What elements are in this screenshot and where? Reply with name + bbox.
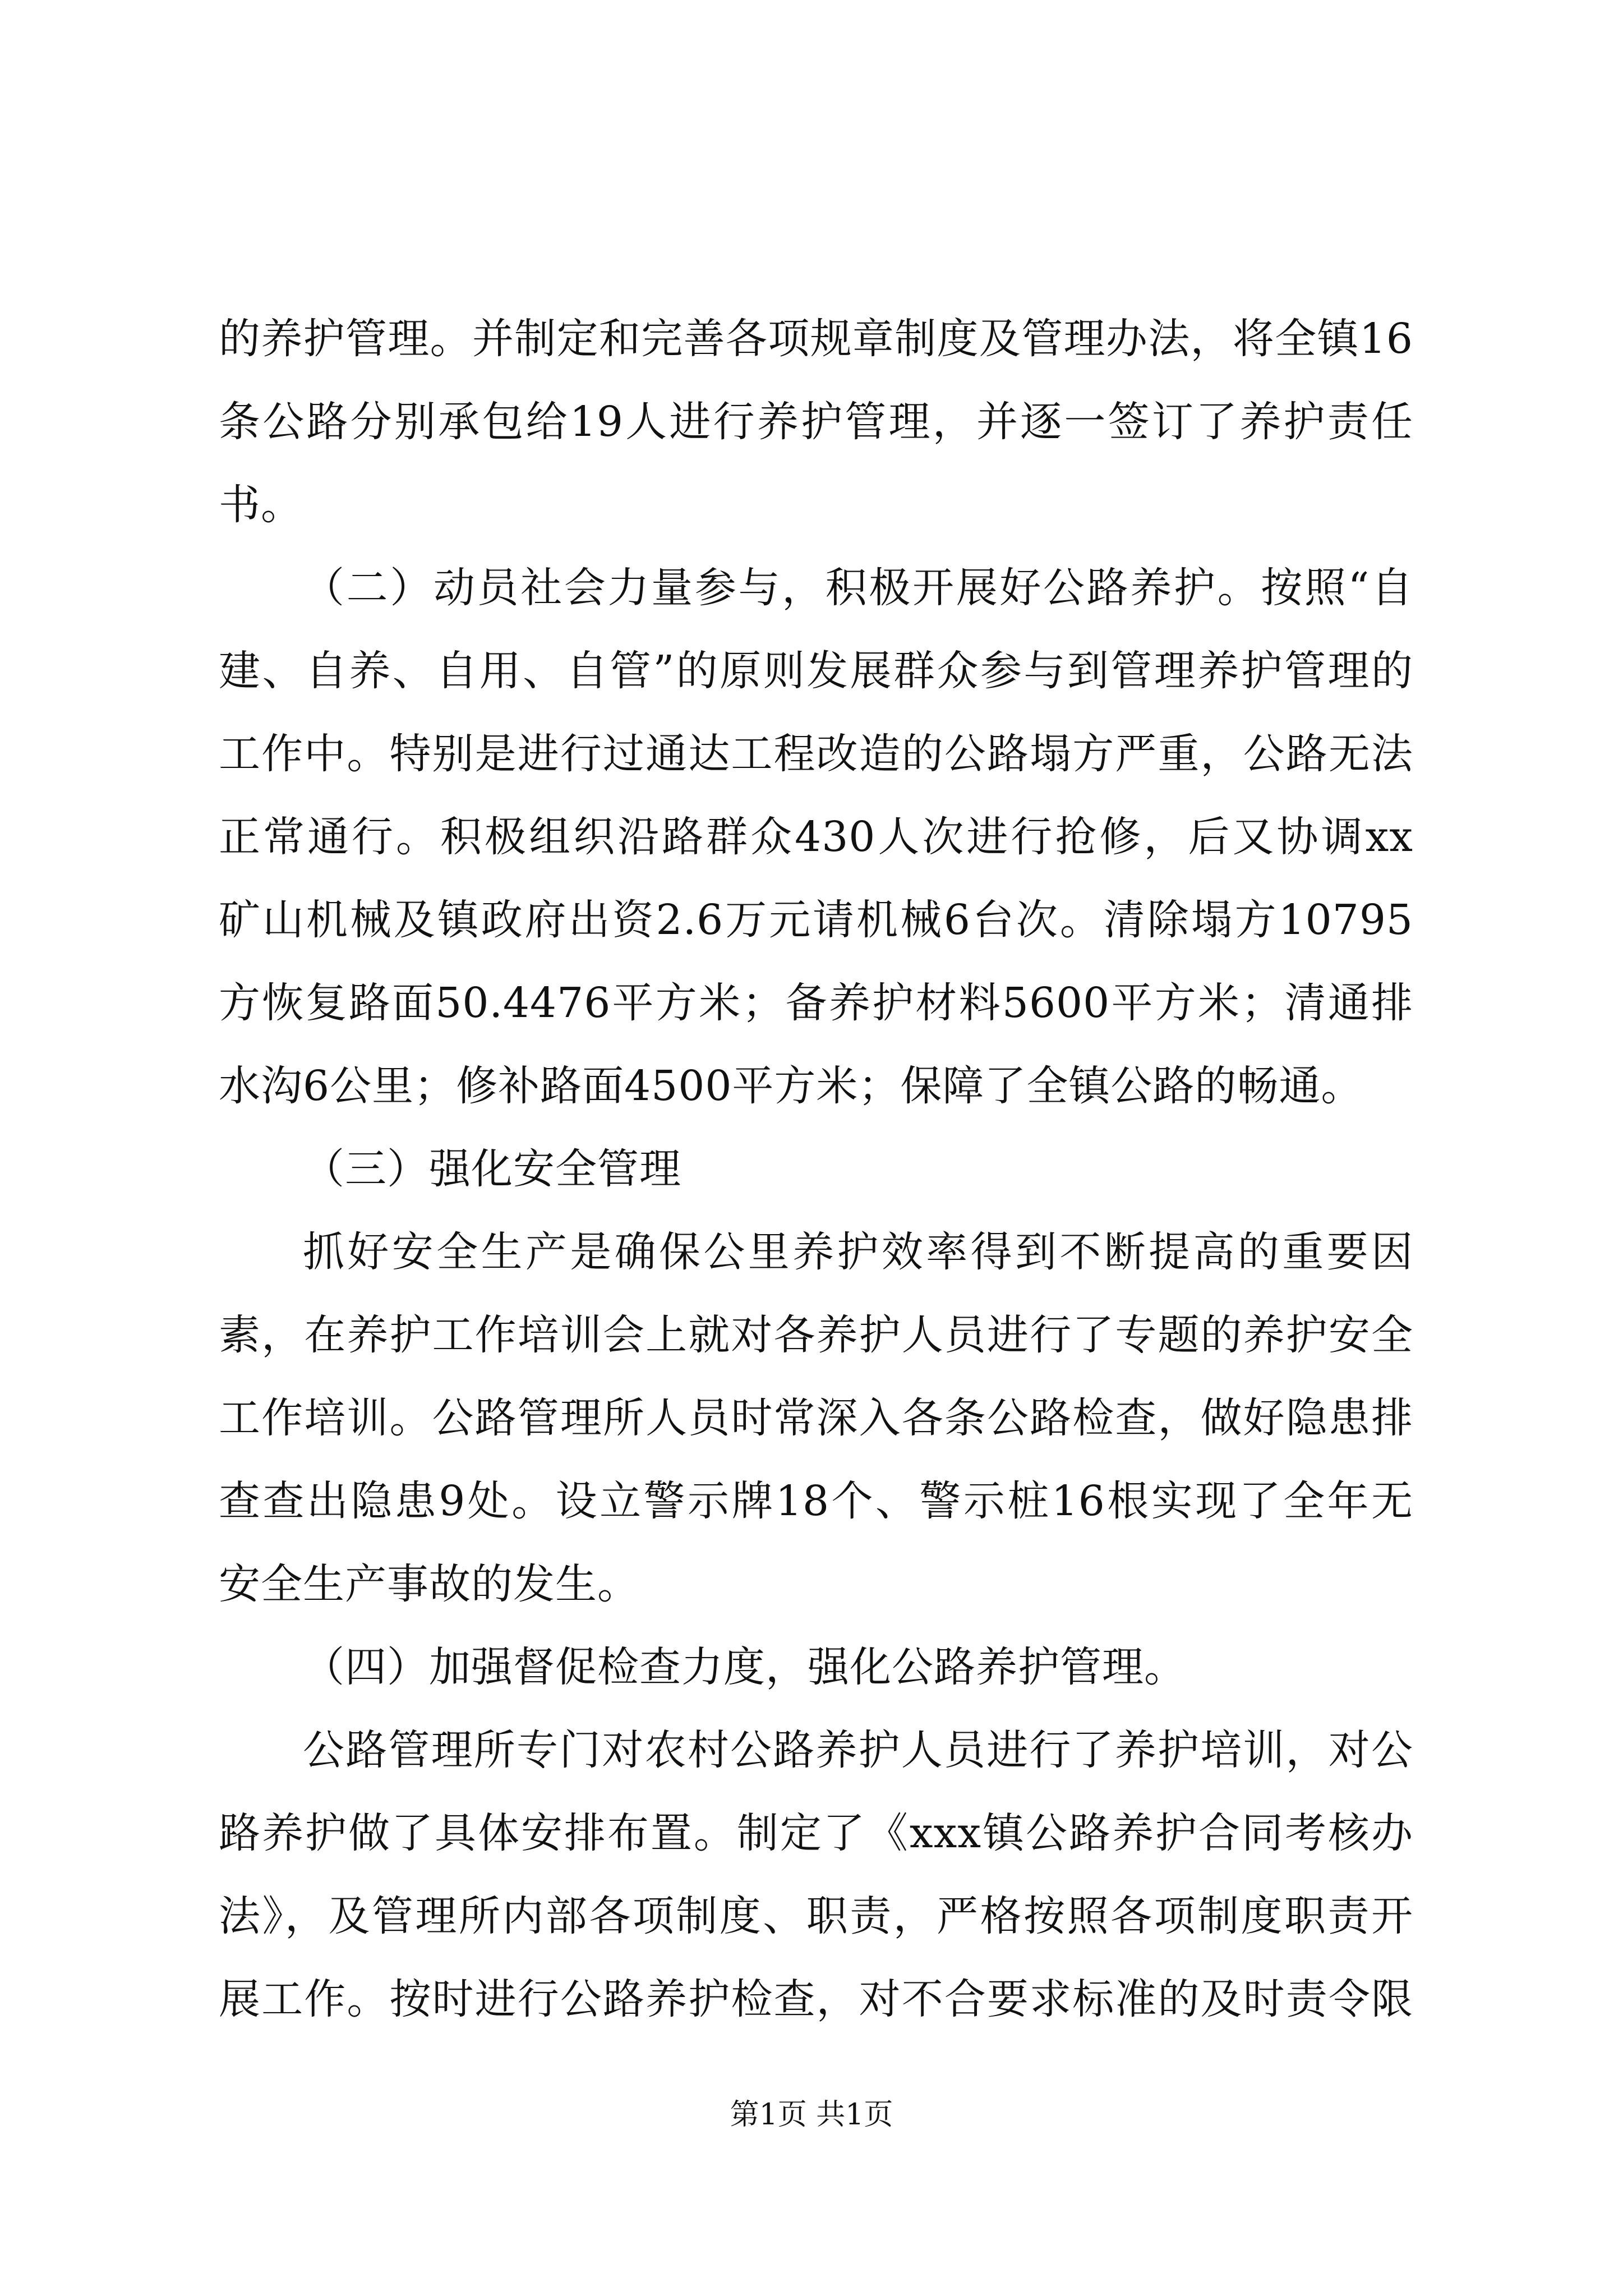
- paragraph-line: （二）动员社会力量参与，积极开展好公路养护。按照“自: [303, 564, 1413, 612]
- paragraph-line: 书。: [219, 481, 303, 529]
- paragraph-line: 的养护管理。并制定和完善各项规章制度及管理办法，将全镇16: [219, 315, 1413, 363]
- paragraph-line: 路养护做了具体安排布置。制定了《xxx镇公路养护合同考核办: [219, 1809, 1413, 1857]
- paragraph-line: 工作中。特别是进行过通达工程改造的公路塌方严重，公路无法: [219, 730, 1413, 778]
- paragraph-line: 查查出隐患9处。设立警示牌18个、警示桩16根实现了全年无: [219, 1477, 1413, 1525]
- paragraph-line: 抓好安全生产是确保公里养护效率得到不断提高的重要因: [303, 1228, 1413, 1276]
- paragraph-line: 水沟6公里；修补路面4500平方米；保障了全镇公路的畅通。: [219, 1062, 1363, 1110]
- paragraph-line: 方恢复路面50.4476平方米；备养护材料5600平方米；清通排: [219, 979, 1413, 1027]
- page-number-footer: 第1页 共1页: [730, 2098, 893, 2132]
- paragraph-line: 安全生产事故的发生。: [219, 1560, 639, 1608]
- section-heading: （三）强化安全管理: [303, 1145, 681, 1193]
- paragraph-line: 建、自养、自用、自管”的原则发展群众参与到管理养护管理的: [219, 647, 1413, 695]
- paragraph-line: 公路管理所专门对农村公路养护人员进行了养护培训，对公: [303, 1726, 1413, 1774]
- paragraph-line: 正常通行。积极组织沿路群众430人次进行抢修，后又协调xx: [219, 813, 1413, 861]
- paragraph-line: 矿山机械及镇政府出资2.6万元请机械6台次。清除塌方10795: [219, 896, 1413, 944]
- paragraph-line: 展工作。按时进行公路养护检查，对不合要求标准的及时责令限: [219, 1975, 1413, 2023]
- section-heading: （四）加强督促检查力度，强化公路养护管理。: [303, 1643, 1186, 1691]
- document-body: [219, 297, 1413, 2041]
- paragraph-line: 素，在养护工作培训会上就对各养护人员进行了专题的养护安全: [219, 1311, 1413, 1359]
- paragraph-line: 条公路分别承包给19人进行养护管理，并逐一签订了养护责任: [219, 398, 1413, 446]
- paragraph-line: 工作培训。公路管理所人员时常深入各条公路检查，做好隐患排: [219, 1394, 1413, 1442]
- paragraph-line: 法》，及管理所内部各项制度、职责，严格按照各项制度职责开: [219, 1892, 1413, 1940]
